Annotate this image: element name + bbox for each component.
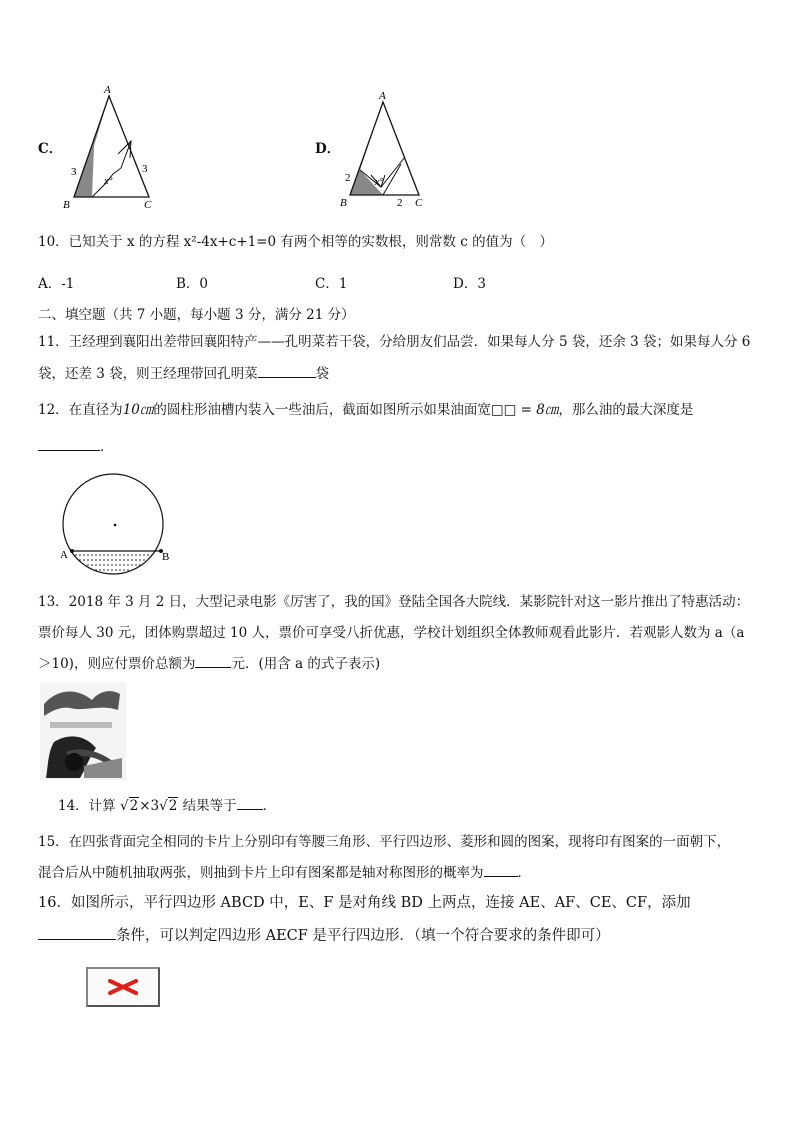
vertex-b-label: B	[340, 197, 347, 209]
angle-x-label: x°	[375, 177, 384, 188]
sqrt-symbol: √2	[119, 798, 139, 814]
point-a-label: A	[60, 549, 68, 561]
question-14: 14．计算 √2×3√2 结果等于 ．	[58, 795, 276, 816]
broken-image-placeholder	[86, 967, 160, 1007]
section-2-heading: 二、填空题（共 7 小题，每小题 3 分，满分 21 分）	[38, 307, 355, 323]
answer-blank	[38, 925, 116, 940]
question-15-line1: 15．在四张背面完全相同的卡片上分别印有等腰三角形、平行四边形、菱形和圆的图案，现将印有图案的一面朝下，	[38, 834, 731, 850]
figure-c-triangle	[58, 80, 168, 210]
vertex-b-label: B	[63, 199, 70, 210]
figure-d-triangle	[335, 85, 445, 215]
question-15-line2: 混合后从中随机抽取两张，则抽到卡片上印有图案都是轴对称图形的概率为 ．	[38, 862, 531, 883]
oil-tank-circle-figure	[58, 470, 188, 580]
question-13-line1: 13．2018 年 3 月 2 日，大型记录电影《厉害了，我的国》登陆全国各大院线．某影院针对这一影片推出了特惠活动：	[38, 594, 750, 610]
question-10-stem: 10．已知关于 x 的方程 x²-4x+c+1=0 有两个相等的实数根，则常数 c 的值为（ ）	[38, 234, 554, 250]
side-bottom-label: 2	[397, 197, 403, 209]
answer-blank	[195, 653, 231, 668]
question-16-line2: 条件，可以判定四边形 AECF 是平行四边形．（填一个符合要求的条件即可）	[38, 925, 610, 946]
vertex-c-label: C	[415, 197, 423, 209]
answer-blank	[237, 795, 263, 810]
vertex-a-label: A	[379, 90, 386, 102]
answer-blank	[38, 436, 100, 451]
side-left-label: 2	[345, 172, 351, 184]
side-left-label: 3	[71, 166, 77, 178]
movie-poster-image	[40, 682, 126, 780]
side-right-label: 3	[142, 163, 148, 175]
question-11-line1: 11．王经理到襄阳出差带回襄阳特产——孔明菜若干袋，分给朋友们品尝．如果每人分 5 袋，还余 3 袋；如果每人分 6	[38, 334, 751, 350]
question-13-line2: 票价每人 30 元，团体购票超过 10 人，票价可享受八折优惠，学校计划组织全体教师观看此影片．若观影人数为 a（a	[38, 625, 745, 641]
q10-option-d: D．3	[453, 276, 486, 292]
q10-option-c: C．1	[315, 276, 348, 292]
option-c-label: C．	[38, 141, 63, 157]
sqrt-symbol: √2	[159, 798, 178, 814]
answer-blank	[258, 363, 316, 378]
vertex-c-label: C	[144, 199, 152, 210]
question-13-line3: ＞10)，则应付票价总额为 元．(用含 a 的式子表示)	[38, 653, 380, 674]
vertex-a-label: A	[104, 84, 111, 96]
question-12-line2: ．	[38, 436, 114, 457]
q10-option-a: A．-1	[38, 276, 75, 292]
question-11-line2: 袋，还差 3 袋，则王经理带回孔明菜 袋	[38, 363, 329, 384]
question-16-line1: 16．如图所示，平行四边形 ABCD 中，E、F 是对角线 BD 上两点，连接 AE、AF、CE、CF，添加	[38, 895, 691, 911]
q10-option-b: B．0	[176, 276, 209, 292]
angle-x-label: x°	[104, 176, 113, 187]
point-b-label: B	[162, 551, 170, 563]
answer-blank	[484, 862, 518, 877]
question-12-line1: 12．在直径为10㎝的圆柱形油槽内装入一些油后，截面如图所示如果油面宽□□ = 8㎝，那么油的最大深度是	[38, 402, 694, 418]
red-x-icon	[88, 969, 158, 1005]
option-d-label: D．	[315, 141, 341, 157]
